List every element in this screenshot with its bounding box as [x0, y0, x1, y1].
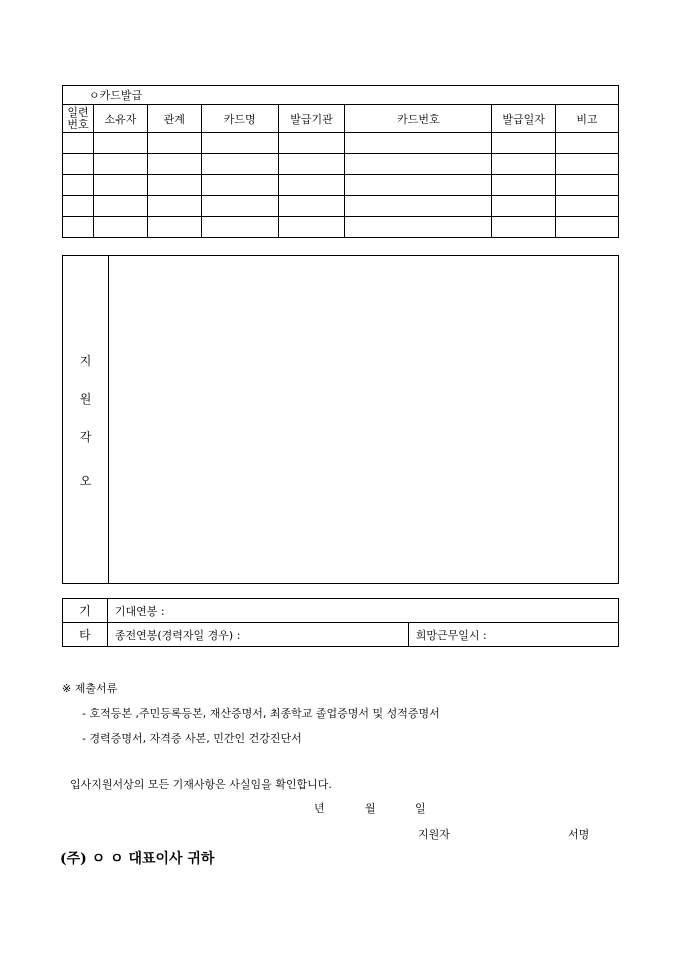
- table-cell[interactable]: [492, 133, 556, 154]
- card-section-title: ㅇ카드발급: [63, 86, 619, 105]
- motive-label-char: 지: [79, 354, 92, 368]
- table-cell[interactable]: [278, 175, 345, 196]
- table-cell[interactable]: [556, 133, 619, 154]
- table-cell[interactable]: [63, 133, 94, 154]
- table-cell[interactable]: [201, 217, 278, 238]
- table-cell[interactable]: [201, 154, 278, 175]
- table-cell[interactable]: [63, 154, 94, 175]
- recipient: (주) ㅇ ㅇ 대표이사 귀하: [60, 851, 215, 867]
- table-row: [63, 217, 619, 238]
- table-cell[interactable]: [492, 196, 556, 217]
- etc-label-1: 기: [63, 599, 108, 623]
- available-date-field[interactable]: 희망근무일시 :: [408, 623, 618, 647]
- date-day: 일: [415, 802, 426, 815]
- table-cell[interactable]: [63, 196, 94, 217]
- table-cell[interactable]: [93, 154, 147, 175]
- applicant-label: 지원자: [418, 828, 450, 841]
- signature-label: 서명: [568, 828, 590, 841]
- header-card-number: 카드번호: [345, 105, 492, 133]
- table-cell[interactable]: [278, 196, 345, 217]
- date-year: 년: [314, 802, 325, 815]
- table-cell[interactable]: [93, 196, 147, 217]
- table-cell[interactable]: [93, 217, 147, 238]
- header-serial-number: 일련 번호: [63, 105, 94, 133]
- table-cell[interactable]: [556, 154, 619, 175]
- documents-item: - 호적등본 ,주민등록등본, 재산증명서, 최종학교 졸업증명서 및 성적증명서: [82, 707, 440, 720]
- motive-content-area[interactable]: [109, 256, 618, 583]
- date-month: 월: [365, 802, 376, 815]
- table-row: [63, 154, 619, 175]
- expected-salary-field[interactable]: 기대연봉 :: [107, 599, 618, 623]
- table-cell[interactable]: [556, 175, 619, 196]
- confirmation-statement: 입사지원서상의 모든 기재사항은 사실임을 확인합니다.: [70, 778, 332, 791]
- table-cell[interactable]: [201, 196, 278, 217]
- motive-label-char: 원: [79, 392, 92, 406]
- previous-salary-field[interactable]: 종전연봉(경력자일 경우) :: [107, 623, 408, 647]
- table-cell[interactable]: [147, 175, 201, 196]
- motive-label-char: 오: [79, 474, 92, 488]
- table-cell[interactable]: [345, 196, 492, 217]
- table-cell[interactable]: [147, 154, 201, 175]
- header-relation: 관계: [147, 105, 201, 133]
- etc-table: [62, 598, 619, 647]
- motive-label-char: 각: [79, 430, 92, 444]
- motive-label: [63, 256, 109, 583]
- header-issue-date: 발급일자: [492, 105, 556, 133]
- table-cell[interactable]: [345, 175, 492, 196]
- card-issuance-table: [62, 85, 619, 238]
- table-row: [63, 196, 619, 217]
- card-table-header-row: [63, 105, 619, 133]
- header-owner: 소유자: [93, 105, 147, 133]
- table-cell[interactable]: [147, 133, 201, 154]
- table-row: [63, 175, 619, 196]
- table-cell[interactable]: [63, 217, 94, 238]
- table-cell[interactable]: [201, 175, 278, 196]
- table-cell[interactable]: [278, 154, 345, 175]
- table-cell[interactable]: [147, 196, 201, 217]
- table-cell[interactable]: [492, 217, 556, 238]
- table-row: [63, 133, 619, 154]
- table-cell[interactable]: [63, 175, 94, 196]
- application-motive-box: [62, 255, 619, 584]
- table-cell[interactable]: [93, 133, 147, 154]
- table-cell[interactable]: [93, 175, 147, 196]
- documents-item: - 경력증명서, 자격증 사본, 민간인 건강진단서: [82, 732, 302, 745]
- table-cell[interactable]: [492, 154, 556, 175]
- header-card-name: 카드명: [201, 105, 278, 133]
- table-cell[interactable]: [201, 133, 278, 154]
- table-cell[interactable]: [345, 154, 492, 175]
- documents-heading: ※ 제출서류: [62, 682, 118, 695]
- table-cell[interactable]: [345, 133, 492, 154]
- table-cell[interactable]: [147, 217, 201, 238]
- table-cell[interactable]: [556, 217, 619, 238]
- table-cell[interactable]: [492, 175, 556, 196]
- header-remarks: 비고: [556, 105, 619, 133]
- table-cell[interactable]: [278, 217, 345, 238]
- table-cell[interactable]: [345, 217, 492, 238]
- table-cell[interactable]: [556, 196, 619, 217]
- header-issuer: 발급기관: [278, 105, 345, 133]
- etc-label-2: 타: [63, 623, 108, 647]
- table-cell[interactable]: [278, 133, 345, 154]
